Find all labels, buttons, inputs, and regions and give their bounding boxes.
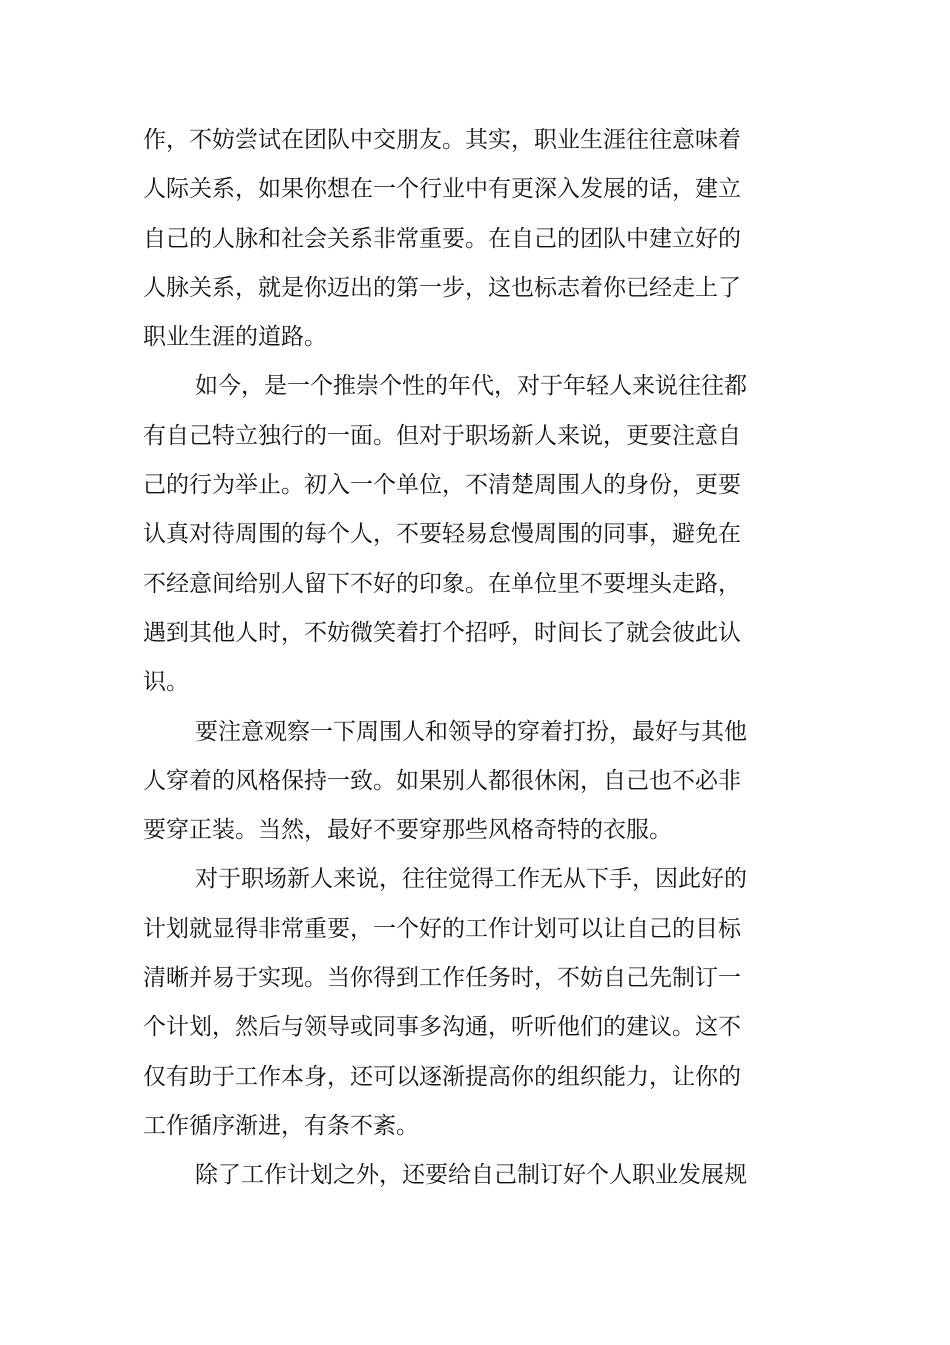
text-line: 如今，是一个推崇个性的年代，对于年轻人来说往往都 bbox=[195, 373, 747, 400]
text-line: 个计划，然后与领导或同事多沟通，听听他们的建议。这不 bbox=[143, 1014, 741, 1041]
text-line: 计划就显得非常重要，一个好的工作计划可以让自己的目标 bbox=[143, 915, 741, 942]
text-line: 识。 bbox=[143, 669, 189, 696]
text-line: 要注意观察一下周围人和领导的穿着打扮，最好与其他 bbox=[195, 718, 747, 745]
text-line: 不经意间给别人留下不好的印象。在单位里不要埋头走路， bbox=[143, 570, 741, 597]
paragraph-1 bbox=[143, 116, 743, 362]
text-line: 遇到其他人时，不妨微笑着打个招呼，时间长了就会彼此认 bbox=[143, 619, 741, 646]
text-line: 工作循序渐进，有条不紊。 bbox=[143, 1112, 419, 1139]
text-line: 人穿着的风格保持一致。如果别人都很休闲，自己也不必非 bbox=[143, 767, 741, 794]
paragraph-4 bbox=[143, 855, 747, 1151]
text-line: 有自己特立独行的一面。但对于职场新人来说，更要注意自 bbox=[143, 422, 741, 449]
body-text bbox=[143, 116, 747, 1201]
text-line: 职业生涯的道路。 bbox=[143, 324, 327, 351]
text-line: 清晰并易于实现。当你得到工作任务时，不妨自己先制订一 bbox=[143, 965, 741, 992]
text-line: 对于职场新人来说，往往觉得工作无从下手，因此好的 bbox=[195, 866, 747, 893]
text-line: 自己的人脉和社会关系非常重要。在自己的团队中建立好的 bbox=[143, 225, 741, 252]
text-line: 仅有助于工作本身，还可以逐渐提高你的组织能力，让你的 bbox=[143, 1063, 741, 1090]
text-line: 人际关系，如果你想在一个行业中有更深入发展的话，建立 bbox=[143, 176, 741, 203]
text-line: 认真对待周围的每个人，不要轻易怠慢周围的同事，避免在 bbox=[143, 521, 741, 548]
text-line: 己的行为举止。初入一个单位，不清楚周围人的身份，更要 bbox=[143, 472, 741, 499]
text-line: 人脉关系，就是你迈出的第一步，这也标志着你已经走上了 bbox=[143, 274, 741, 301]
text-line: 作，不妨尝试在团队中交朋友。其实，职业生涯往往意味着 bbox=[143, 127, 741, 153]
text-line: 要穿正装。当然，最好不要穿那些风格奇特的衣服。 bbox=[143, 817, 672, 844]
paragraph-3 bbox=[143, 708, 747, 856]
text-line: 除了工作计划之外，还要给自己制订好个人职业发展规 bbox=[195, 1162, 747, 1189]
paragraph-5 bbox=[143, 1151, 747, 1200]
paragraph-2 bbox=[143, 362, 747, 707]
